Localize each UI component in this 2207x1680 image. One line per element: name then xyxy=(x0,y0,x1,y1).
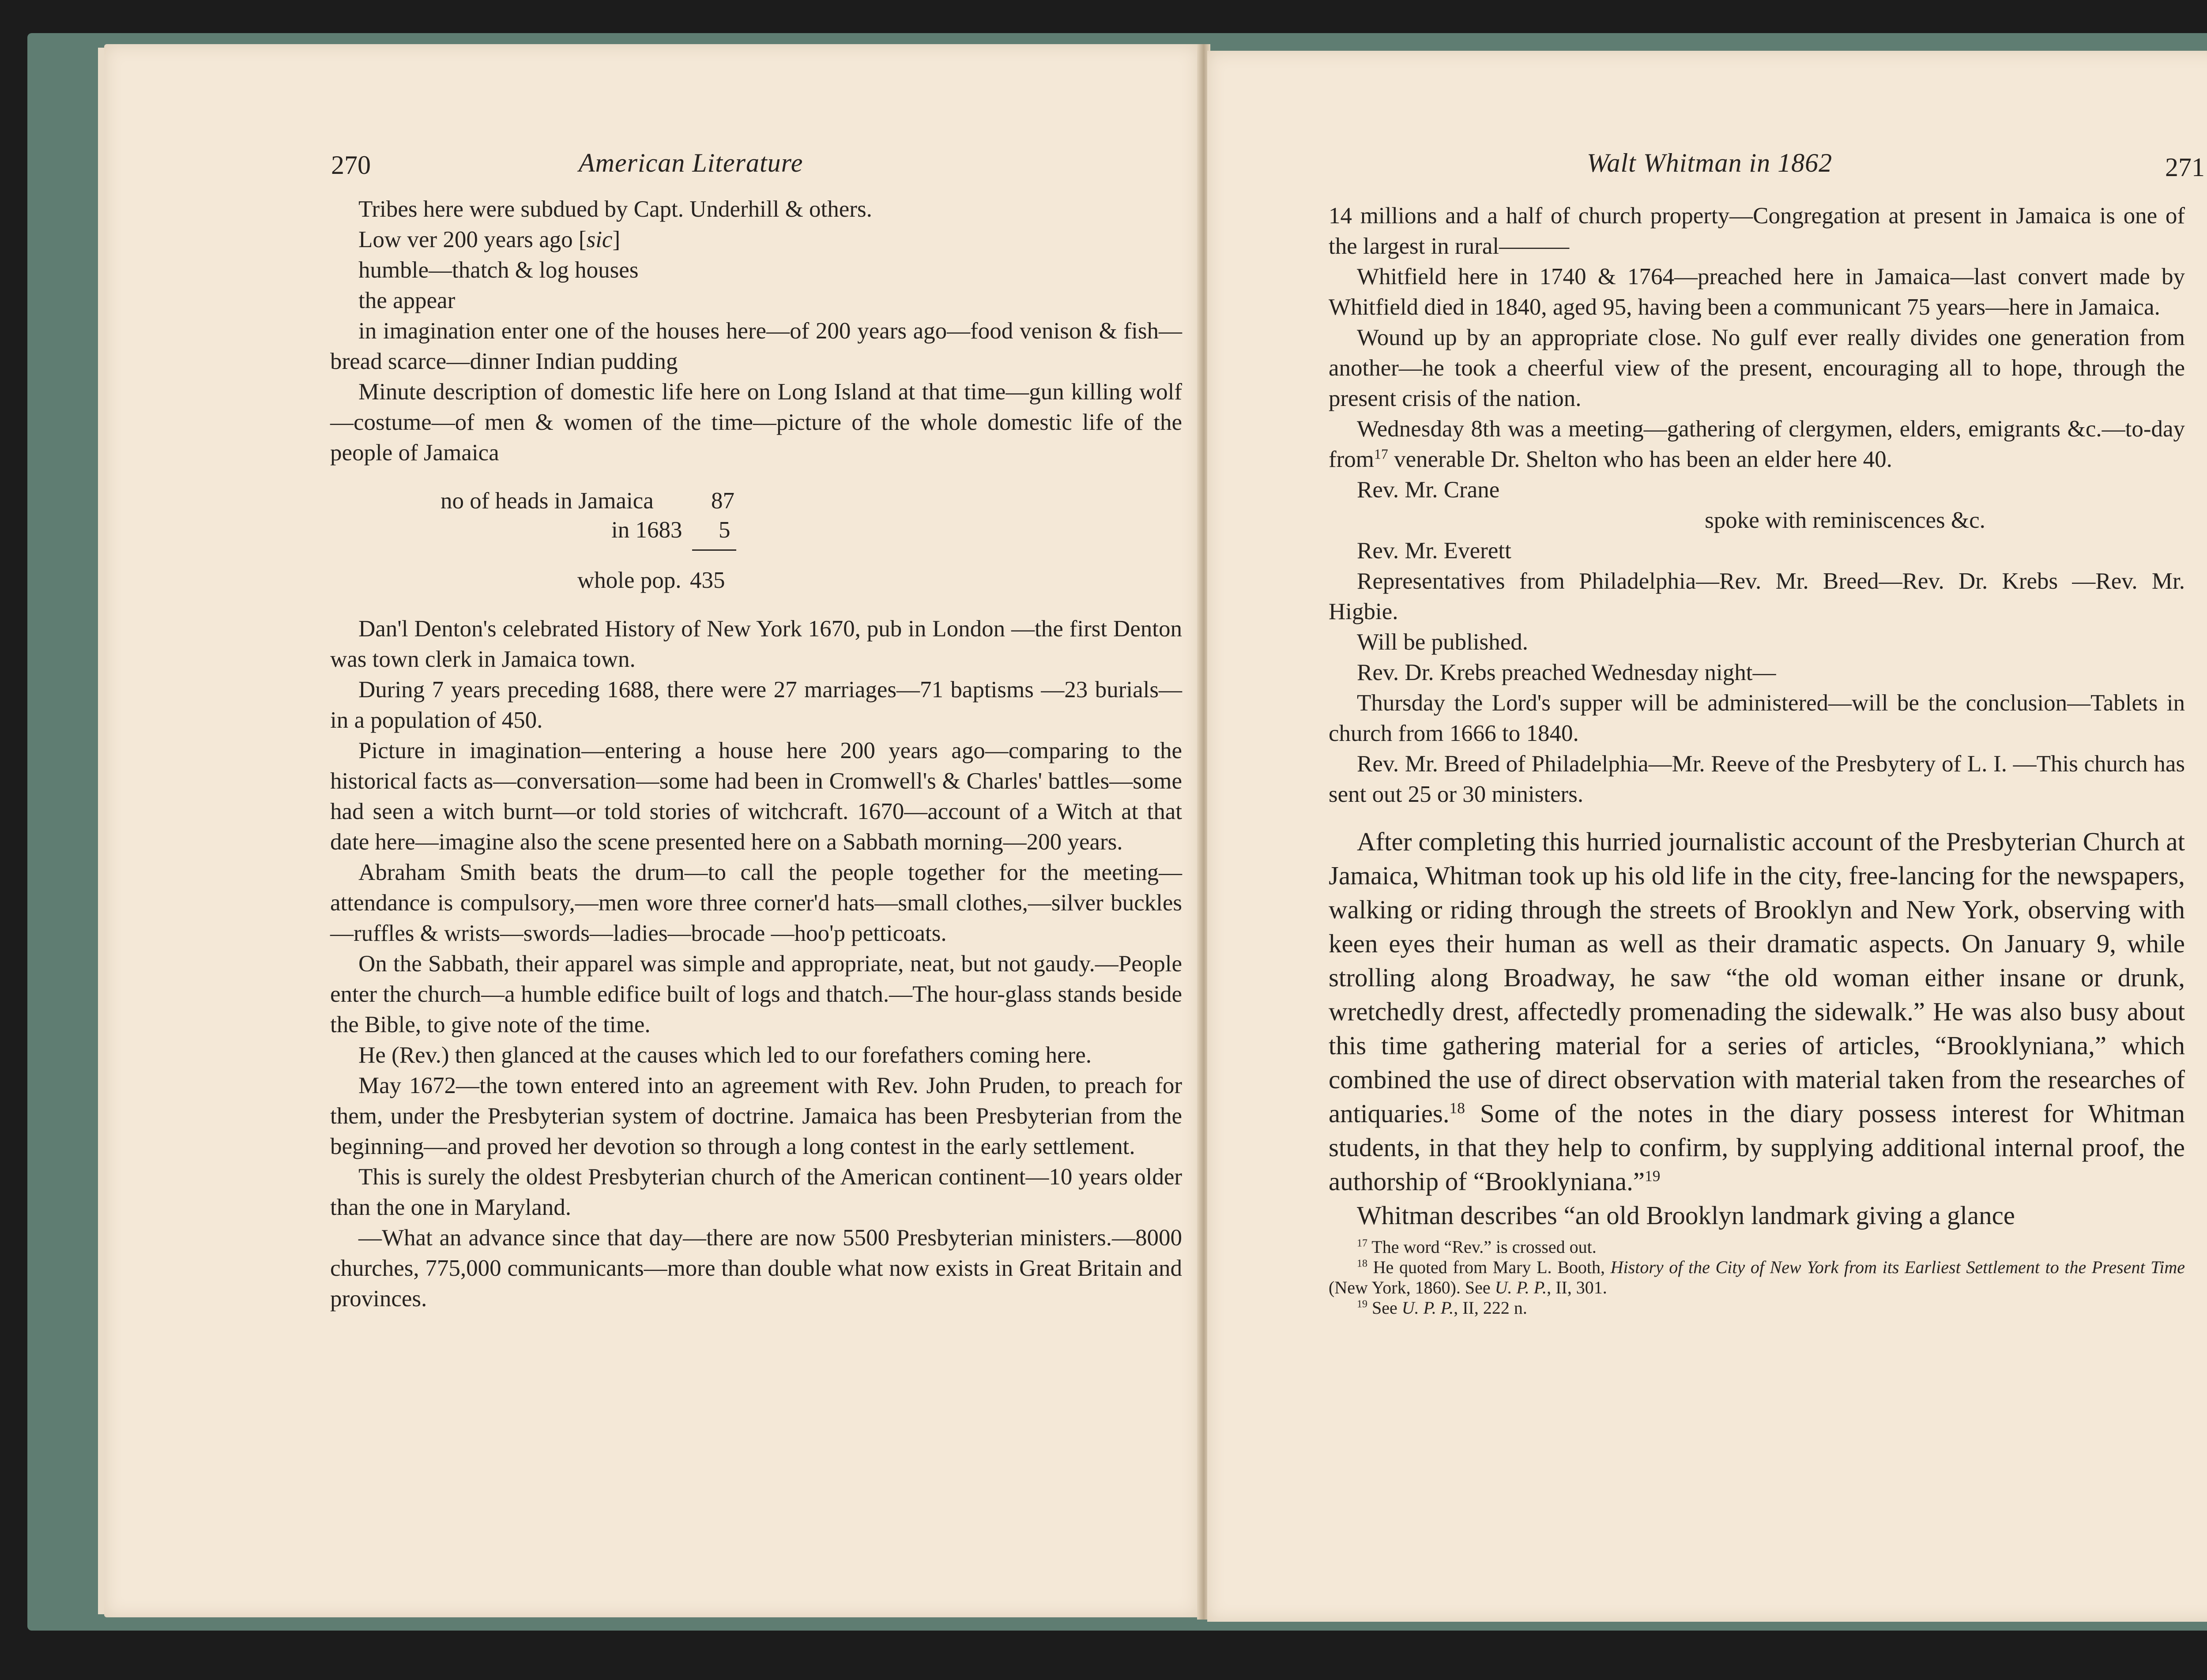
text-line: Will be published. xyxy=(1357,629,1528,655)
text-paragraph: Abraham Smith beats the drum—to call the people together for the meeting—attendance is compulsory,—men wore three corner'd hats—small clothes,—silver buckles—ruffles & wrists—swords—ladies—brocade —hoo'p petticoats. xyxy=(330,860,1182,946)
text-paragraph: This is surely the oldest Presbyterian church of the American continent—10 years older than the one in Maryland. xyxy=(330,1164,1182,1220)
text-line: the appear xyxy=(358,288,456,313)
footnote: $^{18}$ He quoted from Mary L. Booth, History of the City of New York from its Earliest Settlement to the Present Time (New York, 1860). See U. P. P., II, 301. xyxy=(1329,1257,2185,1297)
text-paragraph: On the Sabbath, their apparel was simple and appropriate, neat, but not gaudy.—People enter the church—a humble edifice built of logs and thatch.—The hour-glass stands beside the Bible, to give note of the time. xyxy=(330,951,1182,1037)
left-page xyxy=(104,44,1199,1617)
table-row-value: 5 xyxy=(719,517,731,543)
text-line: Representatives from Philadelphia—Rev. Mr. Breed—Rev. Dr. Krebs —Rev. Mr. Higbie. xyxy=(1329,568,2185,624)
page-number: 270 xyxy=(331,150,371,180)
page-number: 271 xyxy=(2165,153,2205,182)
text-line: Thursday the Lord's supper will be administered—will be the conclusion—Tablets in church from 1666 to 1840. xyxy=(1329,690,2185,746)
text-line: Low ver 200 years ago [sic] xyxy=(358,227,621,252)
running-head: American Literature xyxy=(579,148,803,177)
text-line: humble—thatch & log houses xyxy=(358,257,639,283)
table-row-label: in 1683 xyxy=(611,517,682,543)
text-line: 14 millions and a half of church property—Congregation at present in Jamaica is one of the largest in rural——— xyxy=(1329,203,2185,259)
right-text-block xyxy=(1329,201,2185,1318)
left-text-block xyxy=(330,194,1182,1314)
text-paragraph: Picture in imagination—entering a house here 200 years ago—comparing to the historical facts as—conversation—some had been in Cromwell's & Charles' battles—some had seen a witch burnt—or told stories of witchcraft. 1670—account of a Witch at that date here—imagine also the scene presented here on a Sabbath morning—200 years. xyxy=(330,738,1182,855)
footnote-ref: 17 xyxy=(1374,446,1388,462)
text-line: Wound up by an appropriate close. No gulf ever really divides one generation from another—he took a cheerful view of the present, encouraging all to hope, through the present crisis of the nation. xyxy=(1329,325,2185,411)
table-total-label: whole pop. xyxy=(577,568,682,593)
text-line: Rev. Mr. Everett xyxy=(1357,538,1511,564)
table-total-value: 435 xyxy=(690,568,725,593)
footnote-ref: 19 xyxy=(1645,1167,1661,1185)
footnote: $^{17}$ The word “Rev.” is crossed out. xyxy=(1357,1237,1597,1257)
text-line: Rev. Mr. Crane xyxy=(1357,477,1500,503)
table-row-value: 87 xyxy=(711,488,734,514)
sum-rule xyxy=(692,549,736,551)
text-line: Minute description of domestic life here on Long Island at that time—gun killing wolf—costume—of men & women of the time—picture of the whole domestic life of the people of Jamaica xyxy=(330,379,1182,466)
text-line: Wednesday 8th was a meeting—gathering of clergymen, elders, emigrants &c.—to-day from$^{17}$ venerable Dr. Shelton who has been an elder here 40. xyxy=(1329,416,2185,472)
population-table xyxy=(330,468,1182,601)
running-head: Walt Whitman in 1862 xyxy=(1587,148,1833,177)
right-page xyxy=(1207,51,2207,1622)
text-line: Rev. Dr. Krebs preached Wednesday night— xyxy=(1357,660,1776,685)
text-paragraph: He (Rev.) then glanced at the causes which led to our forefathers coming here. xyxy=(358,1042,1092,1068)
text-line: Rev. Mr. Breed of Philadelphia—Mr. Reeve of the Presbytery of L. I. —This church has sent out 25 or 30 ministers. xyxy=(1329,751,2185,807)
text-line: spoke with reminiscences &c. xyxy=(1705,507,1985,533)
text-line: Tribes here were subdued by Capt. Underhill & others. xyxy=(358,196,872,222)
text-line: Whitfield here in 1740 & 1764—preached here in Jamaica—last convert made by Whitfield died in 1840, aged 95, having been a communicant 75 years—here in Jamaica. xyxy=(1329,264,2185,320)
text-paragraph: During 7 years preceding 1688, there were 27 marriages—71 baptisms —23 burials—in a population of 450. xyxy=(330,677,1182,733)
text-line: in imagination enter one of the houses here—of 200 years ago—food venison & fish—bread scarce—dinner Indian pudding xyxy=(330,318,1182,374)
text-paragraph: May 1672—the town entered into an agreement with Rev. John Pruden, to preach for them, under the Presbyterian system of doctrine. Jamaica has been Presbyterian from the beginning—and proved her devotion so through a long contest in the early settlement. xyxy=(330,1073,1182,1159)
footnote: $^{19}$ See U. P. P., II, 222 n. xyxy=(1357,1298,1527,1318)
text-paragraph: Whitman describes “an old Brooklyn landmark giving a glance xyxy=(1357,1201,2015,1230)
text-paragraph: —What an advance since that day—there are now 5500 Presbyterian ministers.—8000 churches, 775,000 communicants—more than double what now exists in Great Britain and provinces. xyxy=(330,1225,1182,1312)
footnote-ref: 18 xyxy=(1449,1099,1465,1117)
text-paragraph: After completing this hurried journalistic account of the Presbyterian Church at Jamaica, Whitman took up his old life in the city, free-lancing for the newspapers, walking or riding through the streets of Brooklyn and New York, observing with keen eyes their human as well as their dramatic aspects. On January 9, while strolling along Broadway, he saw “the old woman either insane or drunk, wretchedly drest, affectedly promenading the sidewalk.” He was also busy about this time gathering material for a series of articles, “Brooklyniana,” which combined the use of direct observation with material taken from the researches of antiquaries.$^{18}$ Some of the notes in the diary possess interest for Whitman students, in that they help to confirm, by supplying additional internal proof, the authorship of “Brooklyniana.”$^{19}$ xyxy=(1329,827,2185,1196)
text-paragraph: Dan'l Denton's celebrated History of New York 1670, pub in London —the first Denton was town clerk in Jamaica town. xyxy=(330,616,1182,672)
table-row-label: no of heads in Jamaica xyxy=(441,488,654,514)
